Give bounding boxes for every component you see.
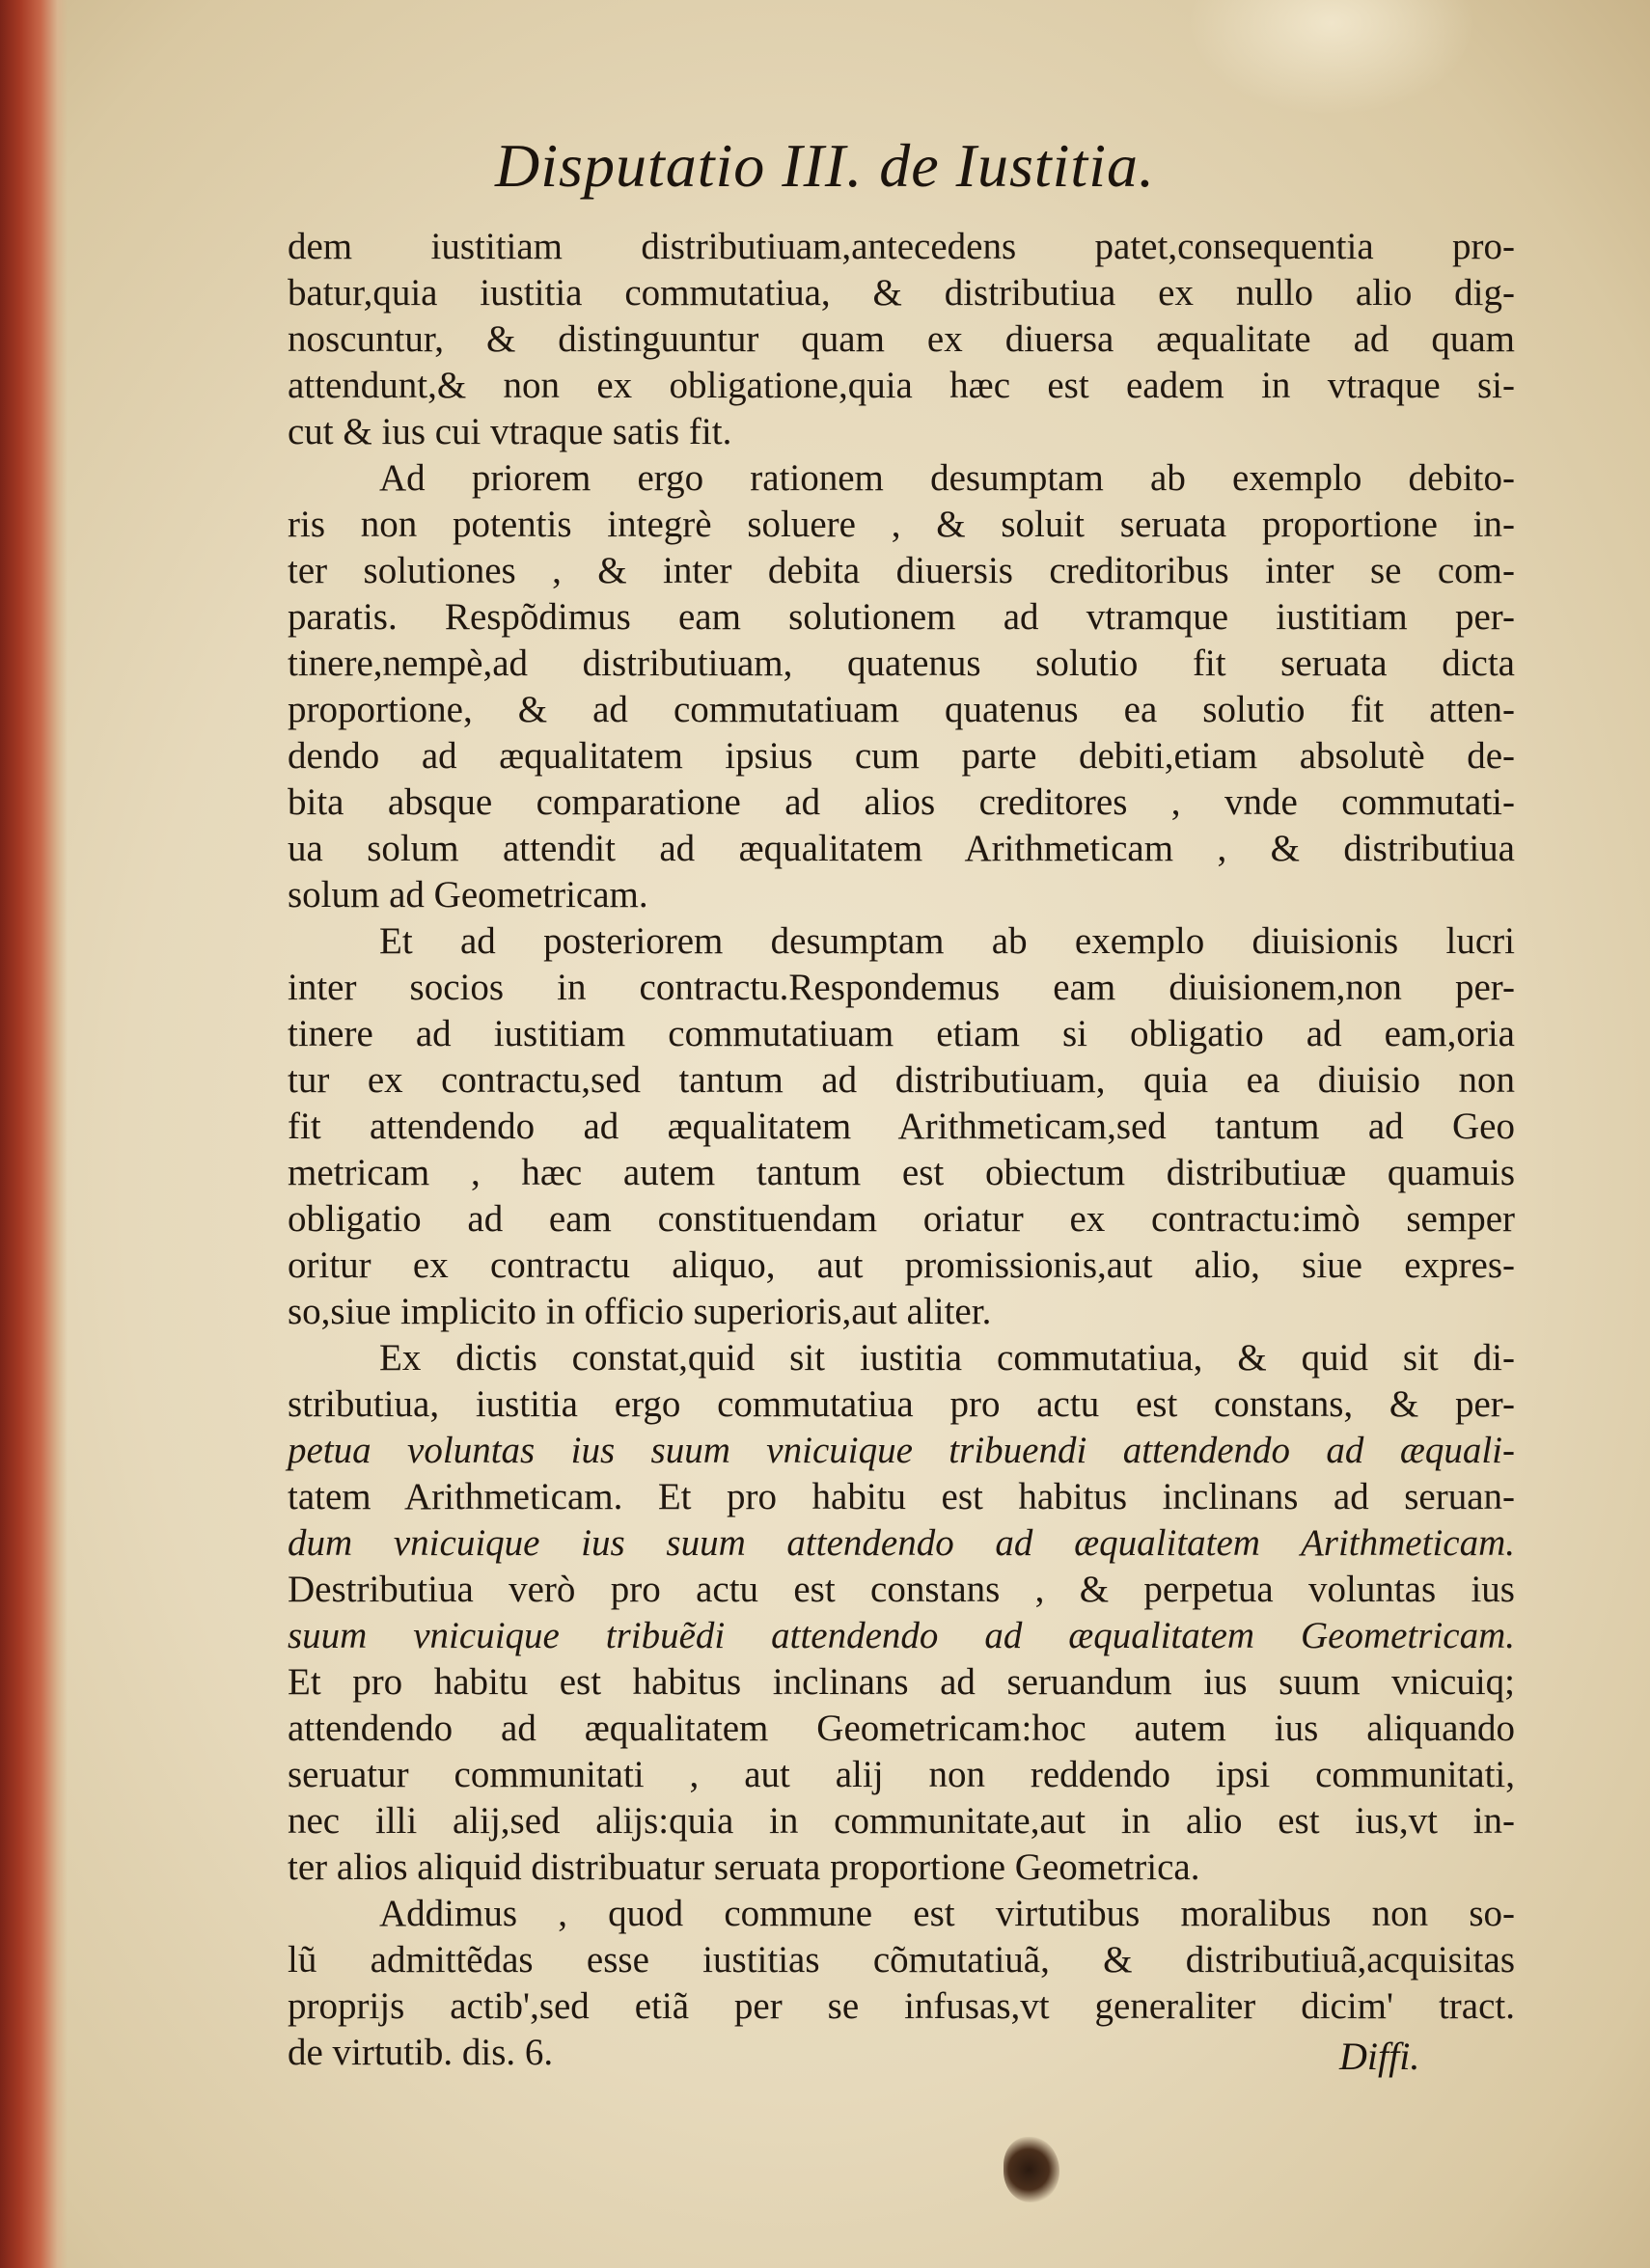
text-line: ris non potentis integrè soluere , & soluit seruata proportione in- — [288, 504, 1515, 545]
text-line: Addimus , quod commune est virtutibus moralibus non so- — [379, 1893, 1515, 1934]
text-line: paratis. Respõdimus eam solutionem ad vtramque iustitiam per- — [288, 596, 1515, 638]
text-line: de virtutib. dis. 6. — [288, 2032, 554, 2073]
text-line: tur ex contractu,sed tantum ad distributiuam, quia ea diuisio non — [288, 1059, 1515, 1101]
text-line: ua solum attendit ad æqualitatem Arithmeticam , & distributiua — [288, 828, 1515, 869]
text-line: proprijs actib',sed etiã per se infusas,vt generaliter dicim' tract. — [288, 1985, 1515, 2027]
text-line: Destributiua verò pro actu est constans , & perpetua voluntas ius — [288, 1569, 1515, 1610]
text-line: tatem Arithmeticam. Et pro habitu est habitus inclinans ad seruan- — [288, 1476, 1515, 1517]
text-line: obligatio ad eam constituendam oriatur ex contractu:imò semper — [288, 1198, 1515, 1240]
text-line: dendo ad æqualitatem ipsius cum parte debiti,etiam absolutè de- — [288, 735, 1515, 777]
text-line: nec illi alij,sed alijs:quia in communitate,aut in alio est ius,vt in- — [288, 1800, 1515, 1842]
text-line: oritur ex contractu aliquo, aut promissionis,aut alio, siue expres- — [288, 1244, 1515, 1286]
text-line: fit attendendo ad æqualitatem Arithmeticam,sed tantum ad Geo — [288, 1106, 1515, 1147]
text-line: dem iustitiam distributiuam,antecedens patet,consequentia pro- — [288, 226, 1515, 267]
text-line: bita absque comparatione ad alios creditores , vnde commutati- — [288, 781, 1515, 823]
text-line: Ex dictis constat,quid sit iustitia commutatiua, & quid sit di- — [379, 1337, 1515, 1379]
text-line: Ad priorem ergo rationem desumptam ab exemplo debito- — [379, 457, 1515, 499]
text-line: seruatur communitati , aut alij non reddendo ipsi communitati, — [288, 1754, 1515, 1795]
text-line: attendunt,& non ex obligatione,quia hæc est eadem in vtraque si- — [288, 365, 1515, 406]
text-line: batur,quia iustitia commutatiua, & distributiua ex nullo alio dig- — [288, 272, 1515, 314]
red-page-edge — [0, 0, 68, 2268]
ink-smudge — [1004, 2137, 1059, 2202]
paper-stain — [1187, 0, 1476, 116]
text-line: proportione, & ad commutatiuam quatenus ea solutio fit atten- — [288, 689, 1515, 730]
body-text — [288, 224, 1515, 2076]
text-line: ter solutiones , & inter debita diuersis creditoribus inter se com- — [288, 550, 1515, 591]
text-line: suum vnicuique tribuẽdi attendendo ad æqualitatem Geometricam. — [288, 1615, 1515, 1656]
text-line: petua voluntas ius suum vnicuique tribuendi attendendo ad æquali- — [288, 1430, 1515, 1471]
text-line: attendendo ad æqualitatem Geometricam:hoc autem ius aliquando — [288, 1708, 1515, 1749]
text-line: noscuntur, & distinguuntur quam ex diuersa æqualitate ad quam — [288, 318, 1515, 360]
running-head: Disputatio III. de Iustitia. — [495, 131, 1155, 200]
text-line: so,siue implicito in officio superioris,aut aliter. — [288, 1291, 992, 1332]
text-line: Et pro habitu est habitus inclinans ad seruandum ius suum vnicuiq; — [288, 1661, 1515, 1703]
text-line: lũ admittẽdas esse iustitias cõmutatiuã, & distributiuã,acquisitas — [288, 1939, 1515, 1981]
text-line: tinere ad iustitiam commutatiuam etiam si obligatio ad eam,oria — [288, 1013, 1515, 1054]
text-line: solum ad Geometricam. — [288, 874, 648, 915]
text-line: inter socios in contractu.Respondemus eam diuisionem,non per- — [288, 967, 1515, 1008]
text-line: dum vnicuique ius suum attendendo ad æqualitatem Arithmeticam. — [288, 1522, 1515, 1564]
catchword: Diffi. — [1339, 2035, 1420, 2078]
text-line: metricam , hæc autem tantum est obiectum distributiuæ quamuis — [288, 1152, 1515, 1193]
text-line: Et ad posteriorem desumptam ab exemplo diuisionis lucri — [379, 920, 1515, 962]
text-line: cut & ius cui vtraque satis fit. — [288, 411, 732, 452]
text-line: tinere,nempè,ad distributiuam, quatenus solutio fit seruata dicta — [288, 642, 1515, 684]
text-line: stributiua, iustitia ergo commutatiua pro actu est constans, & per- — [288, 1383, 1515, 1425]
text-line: ter alios aliquid distribuatur seruata proportione Geometrica. — [288, 1846, 1200, 1888]
